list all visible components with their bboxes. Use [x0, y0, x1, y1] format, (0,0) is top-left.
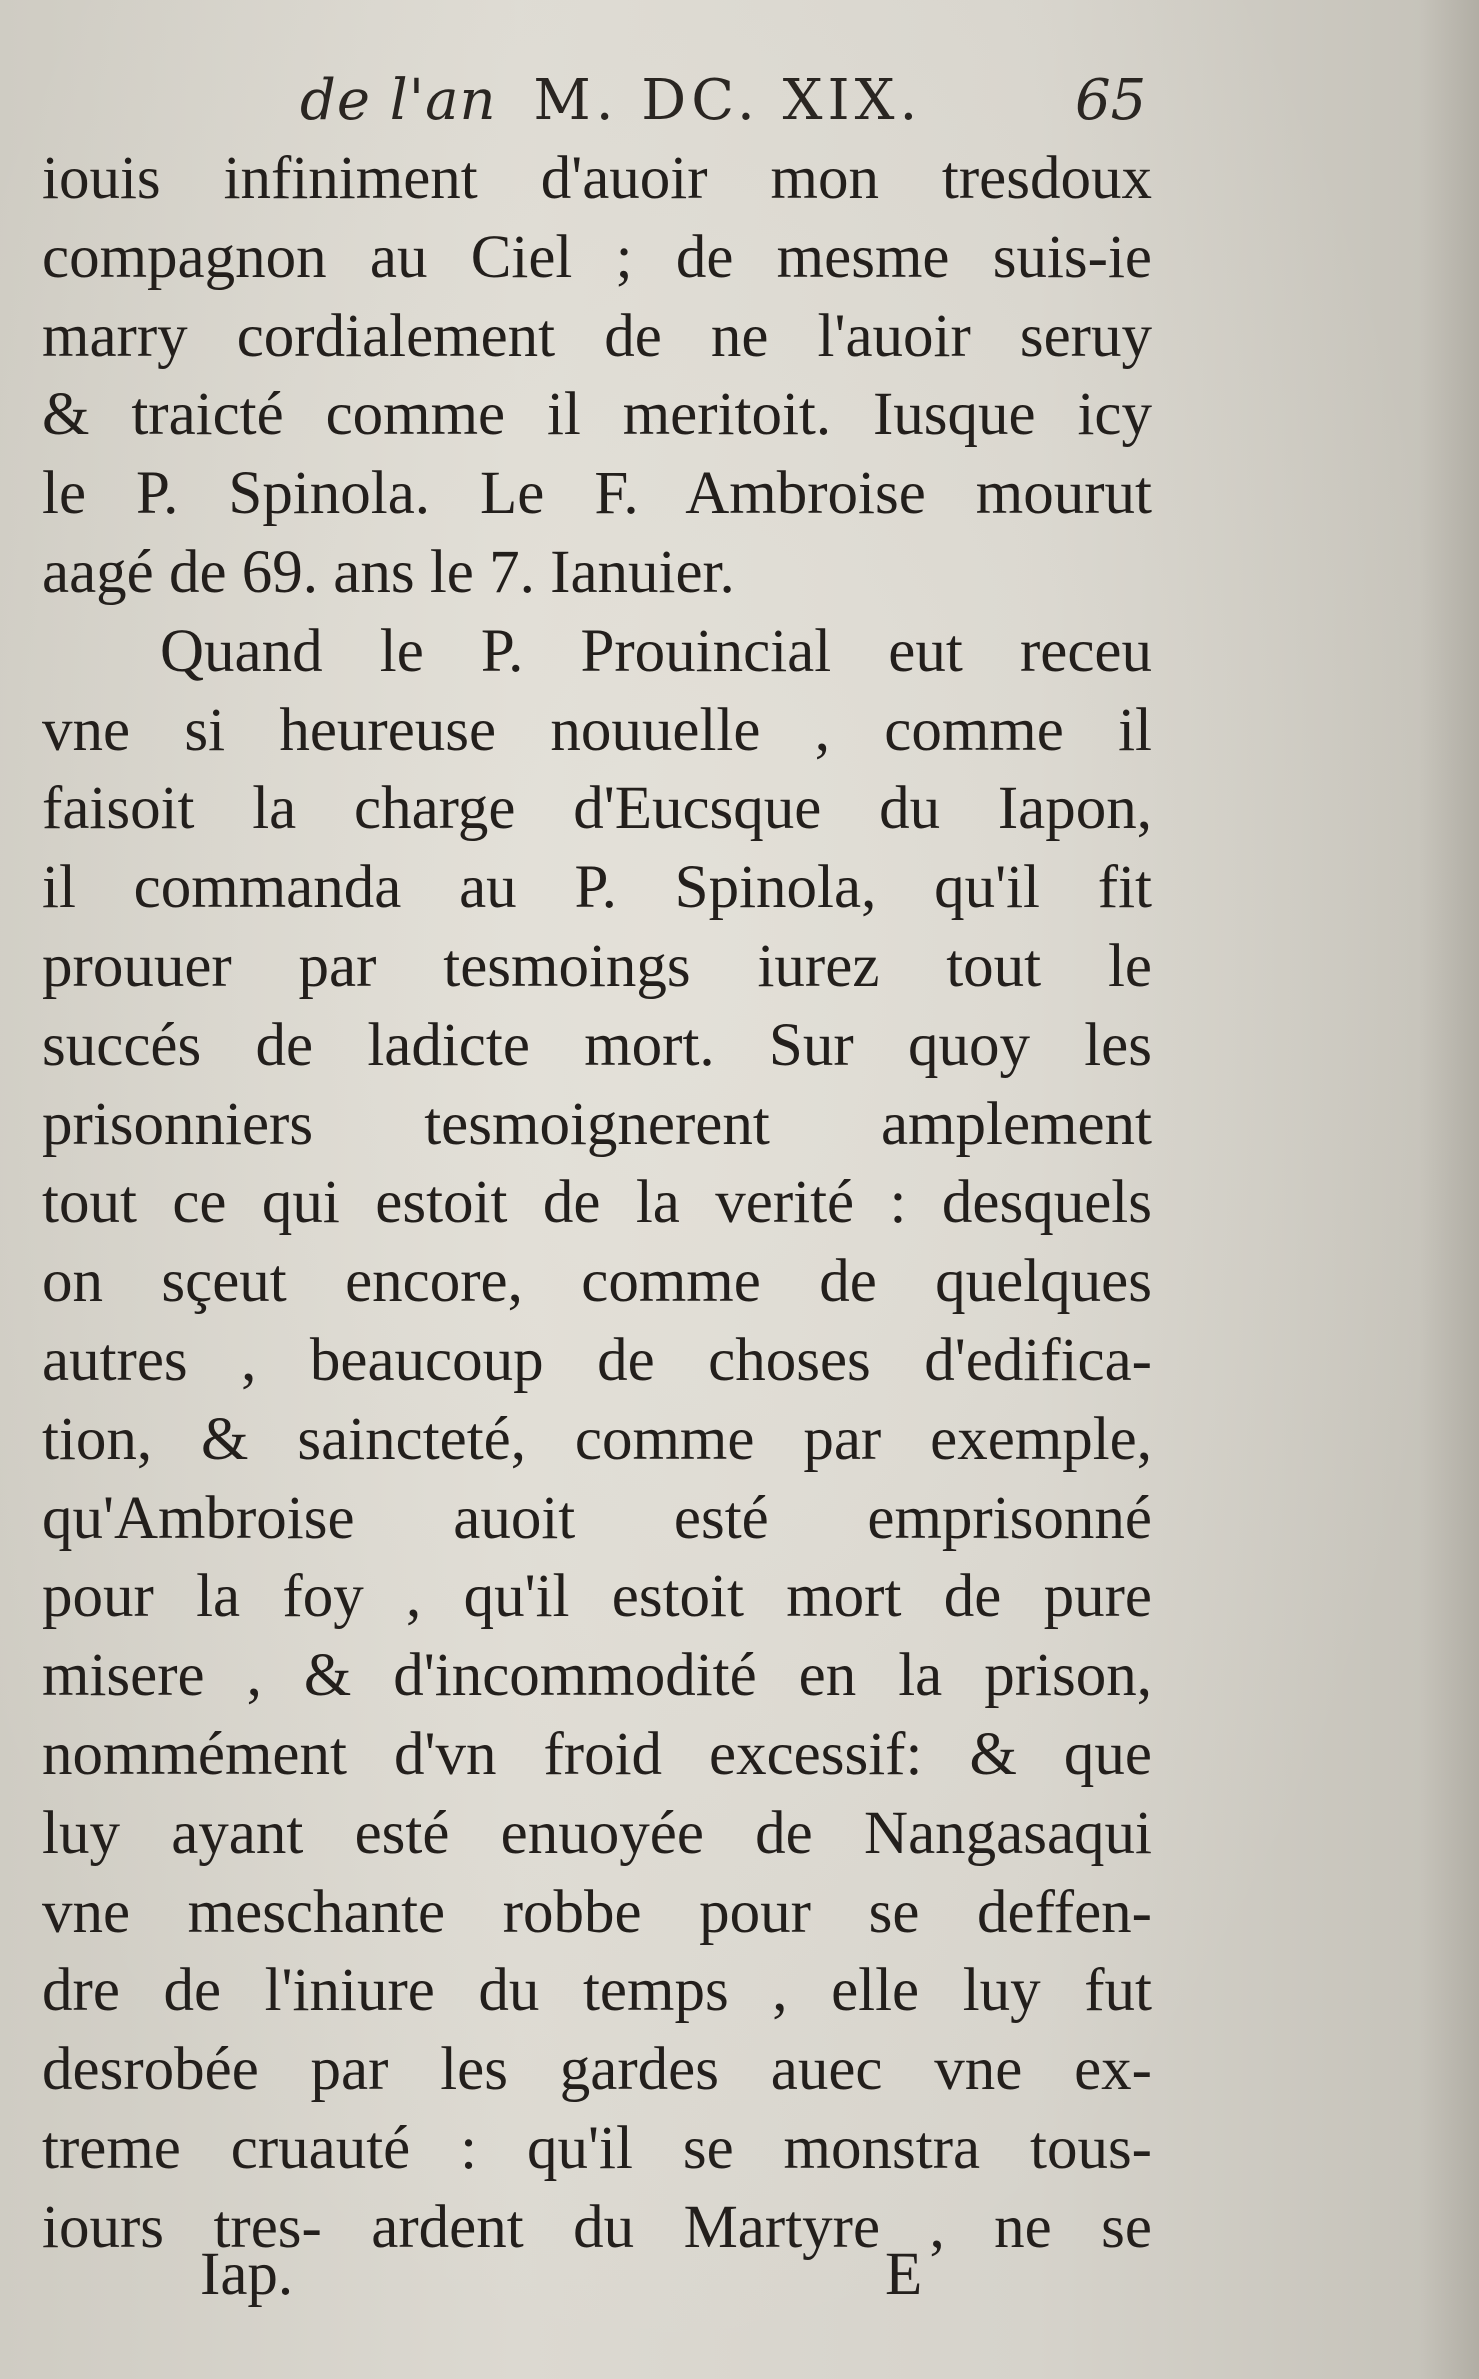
text-line: nommément d'vn froid excessif: & que	[42, 1720, 1152, 1788]
text-line: dre de l'iniure du temps , elle luy fut	[42, 1957, 1152, 2025]
signature-mark: E	[885, 2241, 923, 2308]
text-line: compagnon au Ciel ; de mesme suis-ie	[42, 223, 1152, 291]
text-line: prisonniers tesmoignerent amplement	[42, 1090, 1152, 1158]
text-line: aagé de 69. ans le 7. Ianuier.	[42, 538, 735, 606]
running-head-lead: de l'an	[300, 68, 497, 133]
text-line: succés de ladicte mort. Sur quoy les	[42, 1011, 1152, 1079]
text-line: qu'Ambroise auoit esté emprisonné	[42, 1484, 1152, 1552]
running-head	[300, 68, 922, 133]
text-line: luy ayant esté enuoyée de Nangasaqui	[42, 1799, 1152, 1867]
text-line: iours tres- ardent du Martyre , ne se	[42, 2193, 1152, 2261]
text-line: treme cruauté : qu'il se monstra tous-	[42, 2114, 1152, 2182]
body-text	[42, 140, 1152, 2268]
text-line: vne meschante robbe pour se deffen-	[42, 1878, 1152, 1946]
text-line: marry cordialement de ne l'auoir seruy	[42, 302, 1152, 370]
text-line: faisoit la charge d'Eucsque du Iapon,	[42, 775, 1152, 843]
text-line: tion, & saincteté, comme par exemple,	[42, 1405, 1152, 1473]
page-number: 65	[1075, 68, 1147, 133]
text-line: le P. Spinola. Le F. Ambroise mourut	[42, 460, 1152, 528]
text-line: iouis infiniment d'auoir mon tresdoux	[42, 145, 1152, 212]
paragraph-start-line: Quand le P. Prouincial eut receu	[160, 617, 1152, 685]
text-line: on sçeut encore, comme de quelques	[42, 1248, 1152, 1316]
text-line: & traicté comme il meritoit. Iusque icy	[42, 381, 1152, 449]
running-head-year: M. DC. XIX.	[533, 68, 923, 133]
text-line: autres , beaucoup de choses d'edifica-	[42, 1326, 1152, 1394]
text-line: desrobée par les gardes auec vne ex-	[42, 2036, 1152, 2104]
text-line: pour la foy , qu'il estoit mort de pure	[42, 1563, 1152, 1631]
catchword: Iap.	[200, 2241, 294, 2308]
text-line: prouuer par tesmoings iurez tout le	[42, 932, 1152, 1000]
text-line: il commanda au P. Spinola, qu'il fit	[42, 854, 1152, 922]
text-line: tout ce qui estoit de la verité : desquels	[42, 1169, 1152, 1237]
text-line: misere , & d'incommodité en la prison,	[42, 1642, 1152, 1710]
text-line: vne si heureuse nouuelle , comme il	[42, 696, 1152, 764]
